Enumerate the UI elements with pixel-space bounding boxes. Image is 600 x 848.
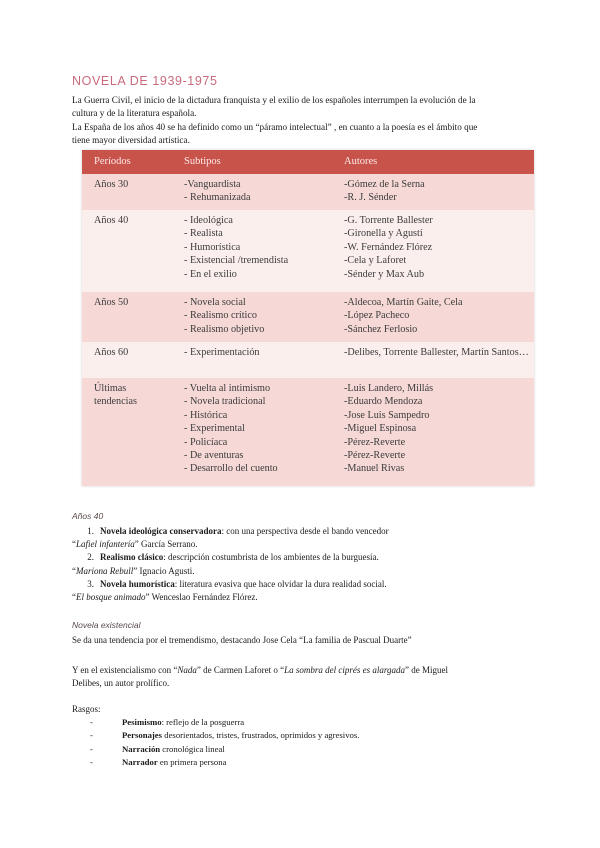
list-item: - Pesimismo: reflejo de la posguerra bbox=[90, 717, 245, 727]
cell-period: Años 60 bbox=[94, 347, 129, 358]
list-item: - Personajes desorientados, tristes, frustrados, oprimidos y agresivos. bbox=[90, 730, 360, 741]
work-author: Ignacio Agusti. bbox=[137, 566, 195, 576]
item-description: desorientados, tristes, frustrados, oprimidos y agresivos. bbox=[162, 730, 360, 741]
cell-subtypes: - Experimentación bbox=[184, 347, 260, 358]
intro-line-3: La España de los años 40 se ha definido como un “páramo intelectual” , en cuanto a la poesía es el ámbito que bbox=[72, 122, 478, 132]
work-author: García Serrano. bbox=[138, 539, 198, 549]
intro-line-4: tiene mayor diversidad artística. bbox=[72, 135, 190, 145]
intro-line-1: La Guerra Civil, el inicio de la dictadura franquista y el exilio de los españoles interrumpen la evolución de la bbox=[72, 95, 476, 105]
cell-subtypes: - Vuelta al intimismo - Novela tradicional - Histórica - Experimental - Policíaca - De aventuras - Desarrollo del cuento bbox=[184, 383, 278, 475]
item-number: 2. bbox=[87, 552, 94, 562]
cell-authors: -Gómez de la Serna -R. J. Sénder bbox=[344, 179, 425, 204]
cell-authors: -Delibes, Torrente Ballester, Martín Santos… bbox=[344, 347, 529, 358]
item-term: Narrador bbox=[122, 757, 158, 768]
table-row bbox=[82, 210, 534, 292]
table-row bbox=[82, 292, 534, 342]
work-title: La sombra del ciprés es alargada bbox=[284, 665, 406, 675]
item-number: 1. bbox=[87, 526, 94, 536]
example-line: “Mariona Rebull” Ignacio Agusti. bbox=[72, 566, 195, 576]
cell-period: Años 30 bbox=[94, 179, 129, 190]
list-item: - Narrador en primera persona bbox=[90, 757, 227, 768]
list-item bbox=[72, 551, 524, 563]
existencial-line-2 bbox=[72, 664, 524, 677]
item-term: Pesimismo bbox=[122, 717, 162, 727]
table-header bbox=[82, 150, 534, 174]
item-term: Novela humorística bbox=[100, 579, 175, 589]
section-heading-anos40: Años 40 bbox=[72, 511, 104, 521]
list-item bbox=[72, 578, 524, 590]
item-number: 3. bbox=[87, 579, 94, 589]
existencial-line-1: Se da una tendencia por el tremendismo, destacando Jose Cela “La familia de Pascual Duarte” bbox=[72, 635, 412, 645]
header-subtypes: Subtipos bbox=[184, 156, 221, 167]
item-term: Personajes bbox=[122, 730, 163, 741]
table-row bbox=[82, 342, 534, 378]
cell-authors: -Luis Landero, Millás -Eduardo Mendoza -Jose Luis Sampedro -Miguel Espinosa -Pérez-Reverte -Pérez-Reverte -Manuel Rivas bbox=[344, 383, 434, 475]
rasgos-list bbox=[72, 716, 359, 770]
text-fragment: ” de Miguel bbox=[405, 665, 449, 675]
work-title: Mariona Rebull bbox=[76, 566, 134, 576]
cell-authors: -Aldecoa, Martín Gaite, Cela -López Pacheco -Sánchez Ferlosio bbox=[344, 297, 463, 335]
intro-line-2: cultura y de la literatura española. bbox=[72, 108, 197, 118]
header-periods: Períodos bbox=[94, 156, 131, 167]
work-title: El bosque animado bbox=[76, 592, 146, 602]
periods-table bbox=[82, 150, 534, 486]
header-authors: Autores bbox=[344, 156, 378, 167]
item-term: Novela ideológica conservadora bbox=[100, 526, 222, 536]
table-row bbox=[82, 174, 534, 210]
item-term: Realismo clásico bbox=[100, 552, 164, 562]
cell-subtypes: -Vanguardista - Rehumanizada bbox=[184, 179, 251, 204]
list-item bbox=[72, 525, 524, 537]
text-fragment: Y en el existencialismo con “ bbox=[72, 665, 178, 675]
cell-period: Últimas tendencias bbox=[94, 383, 137, 408]
work-title: Nada bbox=[177, 665, 197, 675]
item-description: : reflejo de la posguerra bbox=[161, 717, 245, 727]
list-item: - Narración cronológica lineal bbox=[90, 743, 225, 754]
table-row bbox=[82, 378, 534, 486]
rasgos-label: Rasgos: bbox=[72, 704, 101, 714]
existencial-line-3: Delibes, un autor prolífico. bbox=[72, 678, 170, 688]
item-description: : con una perspectiva desde el bando vencedor bbox=[221, 526, 389, 536]
cell-subtypes: - Novela social - Realismo crítico - Realismo objetivo bbox=[184, 297, 265, 335]
example-line: “El bosque animado” Wenceslao Fernández Flórez. bbox=[72, 592, 258, 602]
cell-subtypes: - Ideológica - Realista - Humorística - Existencial /tremendista - En el exilio bbox=[184, 215, 289, 280]
item-description: : descripción costumbrista de los ambientes de la burguesía. bbox=[163, 552, 379, 562]
section-heading-existencial: Novela existencial bbox=[72, 620, 141, 630]
example-line: “Lafiel infantería” García Serrano. bbox=[72, 539, 198, 549]
page-title: NOVELA DE 1939-1975 bbox=[72, 74, 218, 88]
work-title: Lafiel infantería bbox=[76, 539, 135, 549]
item-description: cronológica lineal bbox=[160, 743, 225, 754]
item-description: en primera persona bbox=[157, 757, 227, 768]
text-fragment: ” de Carmen Laforet o “ bbox=[196, 665, 285, 675]
cell-period: Años 40 bbox=[94, 215, 129, 226]
item-description: : literatura evasiva que hace olvidar la dura realidad social. bbox=[174, 579, 387, 589]
cell-authors: -G. Torrente Ballester -Gironella y Agustí -W. Fernández Flórez -Cela y Laforet -Sénder y Max Aub bbox=[344, 215, 433, 280]
work-author: Wenceslao Fernández Flórez. bbox=[149, 592, 258, 602]
item-term: Narración bbox=[122, 743, 161, 754]
cell-period: Años 50 bbox=[94, 297, 129, 308]
